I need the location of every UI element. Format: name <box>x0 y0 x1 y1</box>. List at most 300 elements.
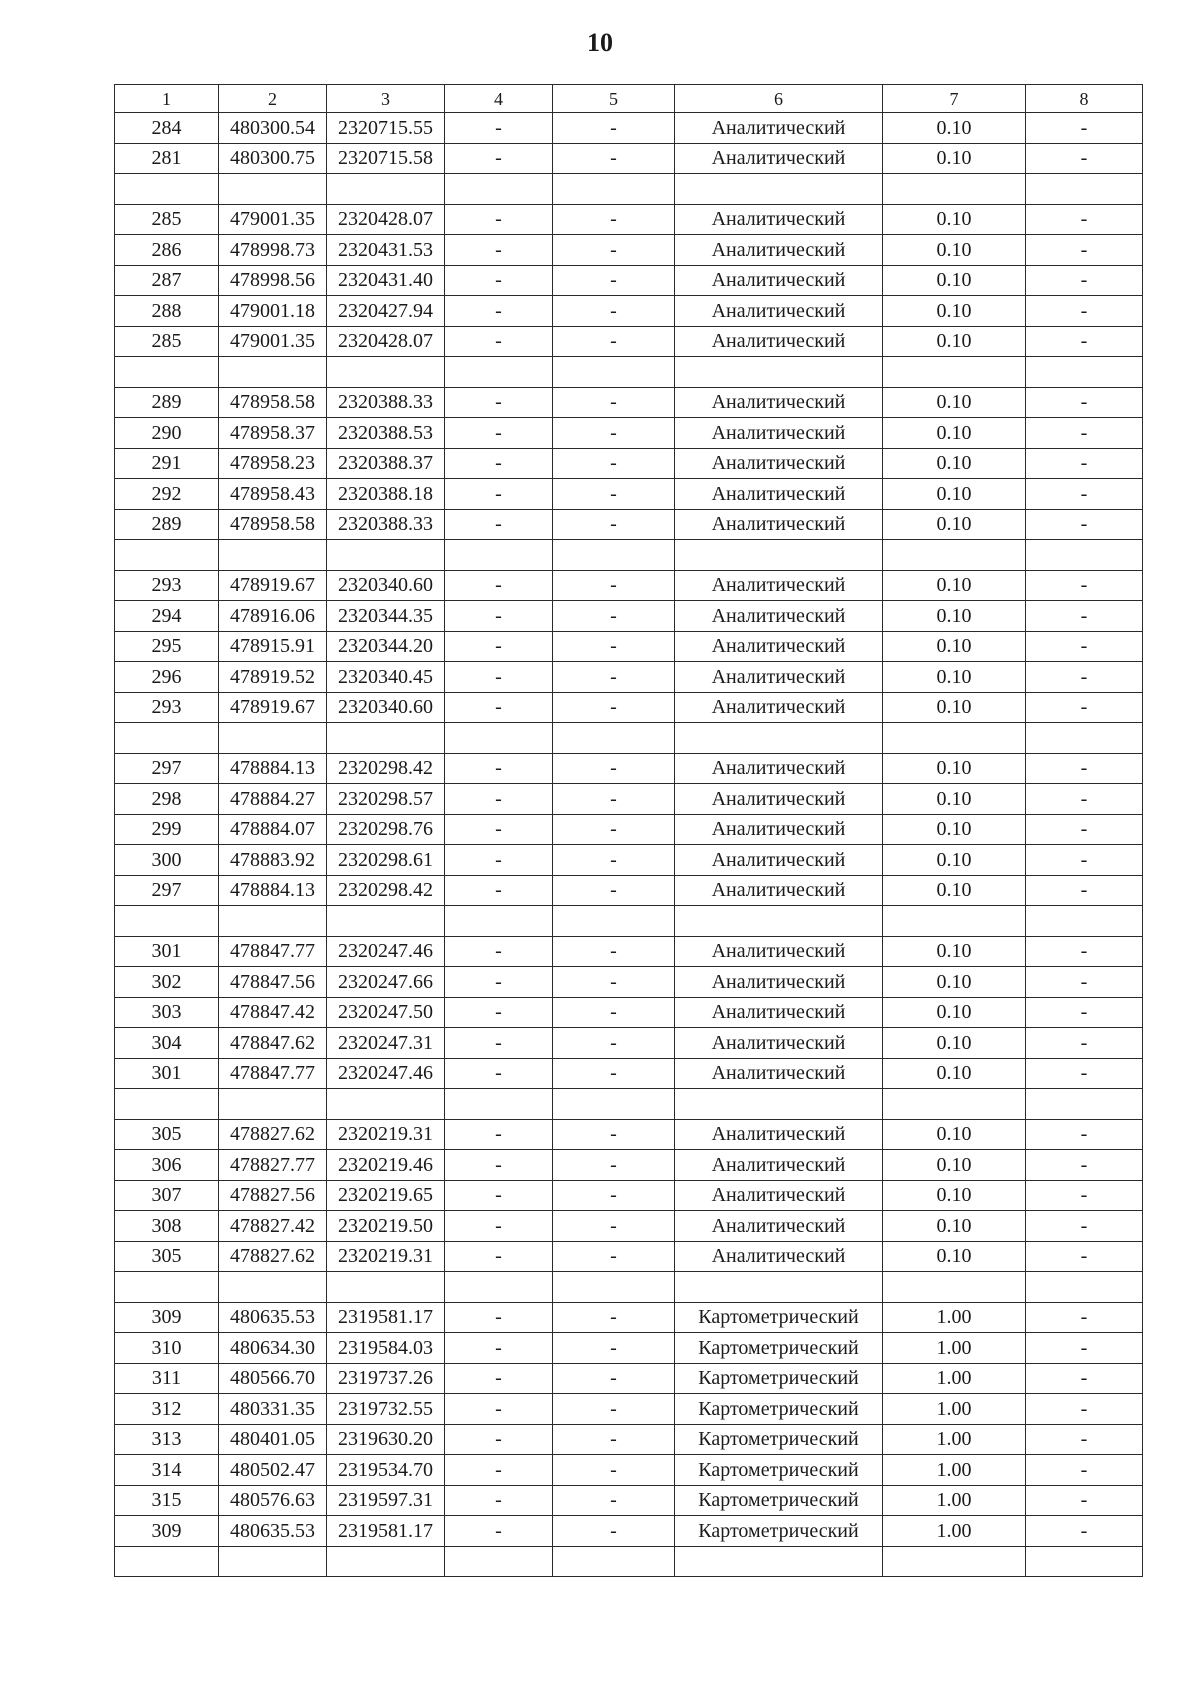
point-number-cell <box>115 906 219 937</box>
x-coordinate-cell: 480331.35 <box>219 1394 327 1425</box>
point-number-cell: 285 <box>115 204 219 235</box>
table-header-row <box>115 85 1143 113</box>
y-coordinate-cell: 2320431.53 <box>327 235 445 266</box>
column-4-cell: - <box>445 296 553 327</box>
point-number-cell: 302 <box>115 967 219 998</box>
column-5-cell: - <box>553 204 675 235</box>
method-cell: Аналитический <box>675 631 883 662</box>
accuracy-cell: 0.10 <box>883 479 1026 510</box>
table-row <box>115 601 1143 632</box>
y-coordinate-cell: 2319737.26 <box>327 1363 445 1394</box>
table-row <box>115 418 1143 449</box>
accuracy-cell: 0.10 <box>883 509 1026 540</box>
column-8-cell: - <box>1026 1180 1143 1211</box>
accuracy-cell: 1.00 <box>883 1333 1026 1364</box>
method-cell: Аналитический <box>675 265 883 296</box>
accuracy-cell: 0.10 <box>883 662 1026 693</box>
method-cell: Аналитический <box>675 936 883 967</box>
y-coordinate-cell: 2320715.55 <box>327 113 445 144</box>
point-number-cell: 305 <box>115 1241 219 1272</box>
y-coordinate-cell: 2320388.33 <box>327 387 445 418</box>
method-cell: Аналитический <box>675 753 883 784</box>
point-number-cell: 281 <box>115 143 219 174</box>
y-coordinate-cell: 2320431.40 <box>327 265 445 296</box>
x-coordinate-cell <box>219 357 327 388</box>
column-4-cell: - <box>445 1516 553 1547</box>
method-cell: Аналитический <box>675 1058 883 1089</box>
table-row <box>115 967 1143 998</box>
x-coordinate-cell: 480635.53 <box>219 1516 327 1547</box>
accuracy-cell: 0.10 <box>883 418 1026 449</box>
point-number-cell: 292 <box>115 479 219 510</box>
column-header: 5 <box>553 85 675 113</box>
column-header: 8 <box>1026 85 1143 113</box>
y-coordinate-cell: 2320340.60 <box>327 570 445 601</box>
method-cell: Картометрический <box>675 1363 883 1394</box>
method-cell: Аналитический <box>675 1150 883 1181</box>
method-cell <box>675 1546 883 1577</box>
table-row <box>115 143 1143 174</box>
column-8-cell: - <box>1026 967 1143 998</box>
accuracy-cell: 1.00 <box>883 1424 1026 1455</box>
table-row <box>115 997 1143 1028</box>
accuracy-cell: 0.10 <box>883 1150 1026 1181</box>
column-4-cell: - <box>445 1211 553 1242</box>
table-row <box>115 540 1143 571</box>
y-coordinate-cell: 2319581.17 <box>327 1302 445 1333</box>
column-8-cell: - <box>1026 143 1143 174</box>
x-coordinate-cell: 478998.56 <box>219 265 327 296</box>
column-5-cell: - <box>553 1455 675 1486</box>
y-coordinate-cell: 2320219.31 <box>327 1119 445 1150</box>
y-coordinate-cell: 2320344.35 <box>327 601 445 632</box>
x-coordinate-cell <box>219 1546 327 1577</box>
point-number-cell: 304 <box>115 1028 219 1059</box>
y-coordinate-cell: 2320428.07 <box>327 204 445 235</box>
table-row <box>115 570 1143 601</box>
point-number-cell <box>115 174 219 205</box>
method-cell: Аналитический <box>675 967 883 998</box>
column-8-cell: - <box>1026 1241 1143 1272</box>
accuracy-cell: 0.10 <box>883 326 1026 357</box>
accuracy-cell: 0.10 <box>883 1180 1026 1211</box>
method-cell: Аналитический <box>675 235 883 266</box>
y-coordinate-cell: 2320427.94 <box>327 296 445 327</box>
accuracy-cell: 1.00 <box>883 1485 1026 1516</box>
column-8-cell: - <box>1026 997 1143 1028</box>
table-row <box>115 479 1143 510</box>
column-5-cell <box>553 906 675 937</box>
y-coordinate-cell: 2320298.76 <box>327 814 445 845</box>
x-coordinate-cell: 480634.30 <box>219 1333 327 1364</box>
coordinates-table <box>114 84 1143 1577</box>
column-5-cell: - <box>553 509 675 540</box>
method-cell: Аналитический <box>675 1028 883 1059</box>
accuracy-cell <box>883 1089 1026 1120</box>
accuracy-cell: 0.10 <box>883 1241 1026 1272</box>
point-number-cell: 301 <box>115 1058 219 1089</box>
x-coordinate-cell <box>219 723 327 754</box>
column-4-cell: - <box>445 784 553 815</box>
x-coordinate-cell <box>219 1272 327 1303</box>
table-row <box>115 936 1143 967</box>
method-cell: Картометрический <box>675 1302 883 1333</box>
column-8-cell: - <box>1026 1211 1143 1242</box>
column-header: 4 <box>445 85 553 113</box>
y-coordinate-cell: 2320219.50 <box>327 1211 445 1242</box>
point-number-cell: 293 <box>115 692 219 723</box>
column-4-cell: - <box>445 967 553 998</box>
column-4-cell: - <box>445 662 553 693</box>
column-8-cell: - <box>1026 479 1143 510</box>
y-coordinate-cell <box>327 540 445 571</box>
column-5-cell: - <box>553 997 675 1028</box>
column-8-cell: - <box>1026 265 1143 296</box>
point-number-cell: 306 <box>115 1150 219 1181</box>
column-5-cell: - <box>553 601 675 632</box>
y-coordinate-cell: 2320298.61 <box>327 845 445 876</box>
accuracy-cell: 0.10 <box>883 387 1026 418</box>
column-5-cell: - <box>553 1028 675 1059</box>
table-row <box>115 265 1143 296</box>
table-row <box>115 753 1143 784</box>
column-4-cell: - <box>445 418 553 449</box>
x-coordinate-cell: 478958.58 <box>219 509 327 540</box>
column-8-cell: - <box>1026 845 1143 876</box>
table-row <box>115 387 1143 418</box>
column-8-cell <box>1026 1089 1143 1120</box>
column-8-cell: - <box>1026 235 1143 266</box>
y-coordinate-cell: 2320219.46 <box>327 1150 445 1181</box>
accuracy-cell <box>883 1546 1026 1577</box>
column-8-cell <box>1026 174 1143 205</box>
column-5-cell <box>553 540 675 571</box>
method-cell: Аналитический <box>675 570 883 601</box>
column-5-cell: - <box>553 265 675 296</box>
accuracy-cell: 1.00 <box>883 1363 1026 1394</box>
table-row <box>115 1455 1143 1486</box>
x-coordinate-cell: 478847.42 <box>219 997 327 1028</box>
column-5-cell <box>553 357 675 388</box>
column-8-cell <box>1026 723 1143 754</box>
method-cell: Аналитический <box>675 387 883 418</box>
y-coordinate-cell: 2320715.58 <box>327 143 445 174</box>
x-coordinate-cell: 478958.37 <box>219 418 327 449</box>
y-coordinate-cell: 2320340.45 <box>327 662 445 693</box>
accuracy-cell: 0.10 <box>883 875 1026 906</box>
column-5-cell: - <box>553 1424 675 1455</box>
column-8-cell: - <box>1026 753 1143 784</box>
y-coordinate-cell: 2320219.65 <box>327 1180 445 1211</box>
y-coordinate-cell: 2320247.46 <box>327 936 445 967</box>
column-4-cell <box>445 1546 553 1577</box>
column-4-cell: - <box>445 265 553 296</box>
column-5-cell: - <box>553 296 675 327</box>
column-5-cell: - <box>553 113 675 144</box>
method-cell: Аналитический <box>675 326 883 357</box>
column-header: 2 <box>219 85 327 113</box>
method-cell: Аналитический <box>675 143 883 174</box>
column-5-cell <box>553 1546 675 1577</box>
x-coordinate-cell: 478884.13 <box>219 753 327 784</box>
point-number-cell: 308 <box>115 1211 219 1242</box>
column-5-cell <box>553 174 675 205</box>
y-coordinate-cell: 2320298.42 <box>327 753 445 784</box>
column-4-cell <box>445 906 553 937</box>
x-coordinate-cell: 478919.52 <box>219 662 327 693</box>
point-number-cell: 286 <box>115 235 219 266</box>
y-coordinate-cell: 2319534.70 <box>327 1455 445 1486</box>
point-number-cell: 310 <box>115 1333 219 1364</box>
x-coordinate-cell: 478827.56 <box>219 1180 327 1211</box>
accuracy-cell <box>883 357 1026 388</box>
table-row <box>115 1211 1143 1242</box>
table-row <box>115 1272 1143 1303</box>
column-4-cell: - <box>445 326 553 357</box>
x-coordinate-cell: 480566.70 <box>219 1363 327 1394</box>
column-8-cell <box>1026 1272 1143 1303</box>
y-coordinate-cell: 2320340.60 <box>327 692 445 723</box>
table-row <box>115 1180 1143 1211</box>
accuracy-cell: 0.10 <box>883 1211 1026 1242</box>
y-coordinate-cell <box>327 1089 445 1120</box>
point-number-cell: 313 <box>115 1424 219 1455</box>
column-4-cell: - <box>445 113 553 144</box>
point-number-cell <box>115 357 219 388</box>
x-coordinate-cell: 478827.42 <box>219 1211 327 1242</box>
column-header: 3 <box>327 85 445 113</box>
x-coordinate-cell: 478827.62 <box>219 1241 327 1272</box>
column-8-cell: - <box>1026 1394 1143 1425</box>
point-number-cell: 297 <box>115 875 219 906</box>
column-4-cell <box>445 540 553 571</box>
column-4-cell: - <box>445 875 553 906</box>
column-8-cell: - <box>1026 936 1143 967</box>
table-row <box>115 296 1143 327</box>
column-header: 7 <box>883 85 1026 113</box>
column-4-cell: - <box>445 814 553 845</box>
x-coordinate-cell <box>219 1089 327 1120</box>
column-5-cell: - <box>553 1241 675 1272</box>
y-coordinate-cell: 2320388.18 <box>327 479 445 510</box>
table-row <box>115 692 1143 723</box>
method-cell: Аналитический <box>675 845 883 876</box>
column-8-cell: - <box>1026 814 1143 845</box>
column-8-cell: - <box>1026 1333 1143 1364</box>
point-number-cell: 312 <box>115 1394 219 1425</box>
table-row <box>115 1363 1143 1394</box>
y-coordinate-cell: 2320388.53 <box>327 418 445 449</box>
column-8-cell: - <box>1026 875 1143 906</box>
point-number-cell: 284 <box>115 113 219 144</box>
column-4-cell: - <box>445 1058 553 1089</box>
accuracy-cell: 0.10 <box>883 296 1026 327</box>
method-cell: Картометрический <box>675 1485 883 1516</box>
column-5-cell: - <box>553 967 675 998</box>
column-4-cell: - <box>445 235 553 266</box>
y-coordinate-cell: 2320247.46 <box>327 1058 445 1089</box>
column-4-cell: - <box>445 204 553 235</box>
table-row <box>115 448 1143 479</box>
x-coordinate-cell: 478958.43 <box>219 479 327 510</box>
table-row <box>115 875 1143 906</box>
x-coordinate-cell: 478847.62 <box>219 1028 327 1059</box>
method-cell: Аналитический <box>675 601 883 632</box>
table-row <box>115 174 1143 205</box>
accuracy-cell: 0.10 <box>883 814 1026 845</box>
point-number-cell: 297 <box>115 753 219 784</box>
column-8-cell: - <box>1026 1455 1143 1486</box>
x-coordinate-cell: 480635.53 <box>219 1302 327 1333</box>
column-4-cell: - <box>445 997 553 1028</box>
column-4-cell: - <box>445 448 553 479</box>
column-4-cell <box>445 174 553 205</box>
table-row <box>115 906 1143 937</box>
column-5-cell: - <box>553 936 675 967</box>
accuracy-cell: 0.10 <box>883 235 1026 266</box>
x-coordinate-cell <box>219 174 327 205</box>
method-cell: Аналитический <box>675 692 883 723</box>
y-coordinate-cell: 2320247.31 <box>327 1028 445 1059</box>
x-coordinate-cell: 478919.67 <box>219 692 327 723</box>
column-8-cell: - <box>1026 387 1143 418</box>
column-5-cell <box>553 1272 675 1303</box>
table-row <box>115 326 1143 357</box>
accuracy-cell: 0.10 <box>883 265 1026 296</box>
point-number-cell: 307 <box>115 1180 219 1211</box>
accuracy-cell: 0.10 <box>883 601 1026 632</box>
x-coordinate-cell: 478847.56 <box>219 967 327 998</box>
column-8-cell: - <box>1026 1516 1143 1547</box>
method-cell <box>675 357 883 388</box>
y-coordinate-cell: 2320247.66 <box>327 967 445 998</box>
table-row <box>115 1058 1143 1089</box>
column-5-cell: - <box>553 1302 675 1333</box>
column-8-cell: - <box>1026 1363 1143 1394</box>
accuracy-cell: 0.10 <box>883 143 1026 174</box>
column-5-cell: - <box>553 753 675 784</box>
column-4-cell: - <box>445 1302 553 1333</box>
y-coordinate-cell: 2320344.20 <box>327 631 445 662</box>
point-number-cell: 299 <box>115 814 219 845</box>
method-cell: Аналитический <box>675 1241 883 1272</box>
x-coordinate-cell: 478847.77 <box>219 936 327 967</box>
column-4-cell: - <box>445 1241 553 1272</box>
column-8-cell: - <box>1026 448 1143 479</box>
point-number-cell: 309 <box>115 1516 219 1547</box>
column-header: 6 <box>675 85 883 113</box>
column-4-cell: - <box>445 143 553 174</box>
column-8-cell <box>1026 906 1143 937</box>
method-cell <box>675 174 883 205</box>
column-5-cell: - <box>553 1150 675 1181</box>
column-5-cell: - <box>553 1363 675 1394</box>
column-5-cell: - <box>553 1119 675 1150</box>
table-row <box>115 662 1143 693</box>
accuracy-cell: 0.10 <box>883 997 1026 1028</box>
accuracy-cell: 0.10 <box>883 784 1026 815</box>
y-coordinate-cell: 2319732.55 <box>327 1394 445 1425</box>
column-header: 1 <box>115 85 219 113</box>
column-5-cell: - <box>553 814 675 845</box>
point-number-cell: 303 <box>115 997 219 1028</box>
point-number-cell: 294 <box>115 601 219 632</box>
method-cell: Аналитический <box>675 509 883 540</box>
column-8-cell: - <box>1026 326 1143 357</box>
y-coordinate-cell: 2319597.31 <box>327 1485 445 1516</box>
point-number-cell <box>115 1089 219 1120</box>
x-coordinate-cell: 478915.91 <box>219 631 327 662</box>
method-cell: Картометрический <box>675 1516 883 1547</box>
column-5-cell <box>553 1089 675 1120</box>
method-cell: Аналитический <box>675 448 883 479</box>
x-coordinate-cell: 478883.92 <box>219 845 327 876</box>
column-4-cell: - <box>445 479 553 510</box>
table-row <box>115 1546 1143 1577</box>
method-cell: Аналитический <box>675 662 883 693</box>
table-row <box>115 723 1143 754</box>
x-coordinate-cell <box>219 906 327 937</box>
table-row <box>115 814 1143 845</box>
column-5-cell: - <box>553 1333 675 1364</box>
column-5-cell: - <box>553 662 675 693</box>
column-4-cell: - <box>445 1150 553 1181</box>
point-number-cell: 285 <box>115 326 219 357</box>
x-coordinate-cell: 479001.18 <box>219 296 327 327</box>
x-coordinate-cell: 478884.27 <box>219 784 327 815</box>
column-4-cell: - <box>445 601 553 632</box>
column-4-cell: - <box>445 1424 553 1455</box>
table-row <box>115 509 1143 540</box>
point-number-cell: 289 <box>115 509 219 540</box>
column-4-cell: - <box>445 1180 553 1211</box>
column-5-cell: - <box>553 631 675 662</box>
column-4-cell: - <box>445 845 553 876</box>
column-8-cell: - <box>1026 113 1143 144</box>
x-coordinate-cell: 478827.77 <box>219 1150 327 1181</box>
column-5-cell: - <box>553 1180 675 1211</box>
accuracy-cell: 1.00 <box>883 1455 1026 1486</box>
point-number-cell: 293 <box>115 570 219 601</box>
x-coordinate-cell: 478827.62 <box>219 1119 327 1150</box>
column-5-cell: - <box>553 875 675 906</box>
accuracy-cell: 0.10 <box>883 1028 1026 1059</box>
column-4-cell <box>445 1089 553 1120</box>
column-5-cell: - <box>553 479 675 510</box>
column-8-cell: - <box>1026 296 1143 327</box>
table-row <box>115 1485 1143 1516</box>
y-coordinate-cell: 2320247.50 <box>327 997 445 1028</box>
accuracy-cell: 0.10 <box>883 1058 1026 1089</box>
column-8-cell: - <box>1026 662 1143 693</box>
accuracy-cell <box>883 1272 1026 1303</box>
column-8-cell: - <box>1026 570 1143 601</box>
y-coordinate-cell: 2320219.31 <box>327 1241 445 1272</box>
point-number-cell: 300 <box>115 845 219 876</box>
point-number-cell: 298 <box>115 784 219 815</box>
method-cell <box>675 1089 883 1120</box>
y-coordinate-cell: 2320298.57 <box>327 784 445 815</box>
accuracy-cell: 0.10 <box>883 113 1026 144</box>
method-cell <box>675 1272 883 1303</box>
page-number: 10 <box>587 28 613 57</box>
point-number-cell: 290 <box>115 418 219 449</box>
y-coordinate-cell: 2320388.33 <box>327 509 445 540</box>
column-5-cell: - <box>553 235 675 266</box>
method-cell <box>675 723 883 754</box>
accuracy-cell: 0.10 <box>883 631 1026 662</box>
column-8-cell: - <box>1026 1028 1143 1059</box>
